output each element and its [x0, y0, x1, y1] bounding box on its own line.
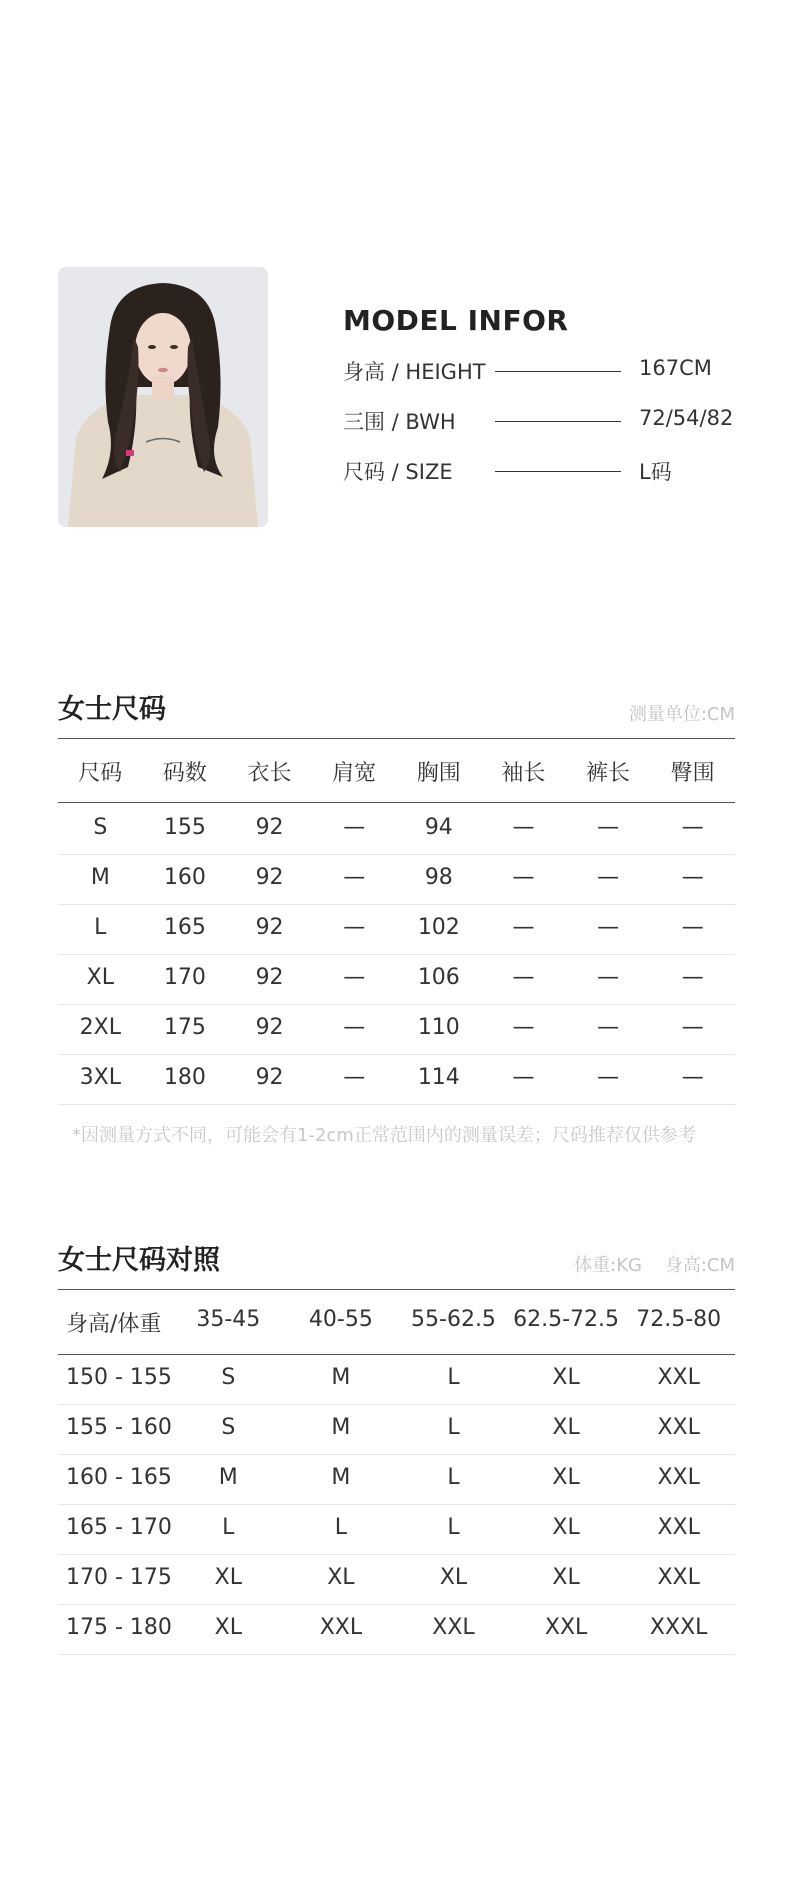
table-cell: 165: [163, 915, 206, 940]
table-cell: XXL: [657, 1465, 700, 1490]
row-divider: [58, 854, 735, 855]
table-row: [58, 1065, 735, 1090]
size-label: 尺码 / SIZE: [343, 460, 453, 484]
table-cell: —: [512, 915, 535, 940]
header-cell: 肩宽: [332, 761, 377, 786]
header-cell: 胸围: [416, 761, 461, 786]
row-divider: [58, 1004, 735, 1005]
size-chart-unit: 测量单位:CM: [628, 704, 735, 725]
table-row: [58, 1365, 735, 1390]
header-cell: 臀围: [670, 761, 715, 786]
table-top-rule: [58, 738, 735, 739]
table-cell: —: [512, 1065, 535, 1090]
table-cell: —: [343, 815, 366, 840]
table-cell: 92: [255, 1015, 284, 1040]
table-cell: 102: [417, 915, 460, 940]
table-cell: 155 - 160: [66, 1415, 172, 1440]
table-cell: 180: [163, 1065, 206, 1090]
table-cell: M: [331, 1465, 351, 1490]
table-cell: 170: [163, 965, 206, 990]
table-cell: XXL: [544, 1615, 588, 1640]
header-cell: 尺码: [78, 761, 123, 786]
header-cell: 码数: [162, 761, 207, 786]
table-cell: M: [331, 1415, 351, 1440]
table-cell: XL: [214, 1615, 242, 1640]
table-cell: 160: [163, 865, 206, 890]
table-cell: XL: [552, 1465, 580, 1490]
table-cell: L: [334, 1515, 348, 1540]
table-cell: —: [343, 1065, 366, 1090]
divider-line: [495, 421, 621, 422]
table-cell: XXL: [657, 1565, 700, 1590]
table-cell: 92: [255, 965, 284, 990]
table-cell: 160 - 165: [66, 1465, 172, 1490]
header-rule: [58, 1354, 735, 1355]
table-cell: —: [512, 1015, 535, 1040]
table-cell: S: [221, 1365, 236, 1390]
model-height-row: [343, 356, 743, 386]
table-row: [58, 1565, 735, 1590]
ref-chart-header: [58, 1307, 735, 1338]
table-cell: —: [343, 1015, 366, 1040]
table-cell: XL: [214, 1565, 242, 1590]
table-cell: —: [597, 965, 620, 990]
table-cell: —: [681, 1065, 704, 1090]
table-cell: 3XL: [79, 1065, 121, 1090]
table-cell: L: [447, 1365, 460, 1390]
table-cell: L: [94, 915, 107, 940]
table-cell: —: [681, 965, 704, 990]
model-info-title: MODEL INFOR: [343, 304, 569, 337]
row-divider: [58, 1554, 735, 1555]
table-cell: 175: [163, 1015, 206, 1040]
table-cell: —: [597, 1065, 620, 1090]
table-cell: XL: [552, 1565, 580, 1590]
row-divider: [58, 1454, 735, 1455]
height-value: 167CM: [639, 356, 712, 380]
header-cell: 袖长: [501, 761, 546, 786]
size-chart-header: [58, 756, 735, 787]
table-cell: L: [222, 1515, 235, 1540]
divider-line: [495, 471, 621, 472]
table-cell: —: [681, 815, 704, 840]
table-cell: 98: [424, 865, 453, 890]
table-cell: XXL: [657, 1415, 700, 1440]
table-cell: 150 - 155: [66, 1365, 172, 1390]
table-cell: S: [93, 815, 108, 840]
table-row: [58, 815, 735, 840]
table-cell: —: [597, 865, 620, 890]
table-cell: 155: [163, 815, 206, 840]
table-cell: L: [447, 1415, 460, 1440]
divider-line: [495, 371, 621, 372]
table-cell: 92: [255, 1065, 284, 1090]
table-cell: 92: [255, 865, 284, 890]
measurement-note: *因测量方式不同，可能会有1-2cm正常范围内的测量误差；尺码推荐仅供参考: [72, 1125, 696, 1146]
size-value: L码: [639, 460, 672, 484]
bwh-label: 三围 / BWH: [343, 410, 456, 434]
header-cell: 55-62.5: [411, 1307, 496, 1332]
table-cell: XXXL: [649, 1615, 708, 1640]
table-cell: —: [512, 815, 535, 840]
table-cell: XL: [327, 1565, 355, 1590]
table-cell: XL: [439, 1565, 468, 1590]
row-divider: [58, 954, 735, 955]
row-divider: [58, 1654, 735, 1655]
table-cell: L: [447, 1465, 460, 1490]
table-cell: —: [597, 1015, 620, 1040]
table-cell: XXL: [319, 1615, 363, 1640]
height-label: 身高 / HEIGHT: [343, 360, 486, 384]
table-row: [58, 965, 735, 990]
model-bwh-row: [343, 406, 743, 436]
ref-chart-title: 女士尺码对照: [58, 1245, 220, 1276]
table-cell: S: [221, 1415, 236, 1440]
ref-chart-unit: 体重:KG 身高:CM: [574, 1255, 735, 1276]
table-cell: XL: [552, 1415, 580, 1440]
table-row: [58, 915, 735, 940]
table-cell: 114: [417, 1065, 460, 1090]
table-row: [58, 865, 735, 890]
table-cell: —: [597, 915, 620, 940]
table-cell: —: [681, 1015, 704, 1040]
table-cell: 110: [417, 1015, 460, 1040]
table-row: [58, 1515, 735, 1540]
table-row: [58, 1415, 735, 1440]
table-cell: XXL: [432, 1615, 475, 1640]
table-cell: —: [681, 865, 704, 890]
table-cell: 165 - 170: [66, 1515, 172, 1540]
row-divider: [58, 1504, 735, 1505]
table-cell: 2XL: [79, 1015, 121, 1040]
row-divider: [58, 1404, 735, 1405]
row-divider: [58, 1604, 735, 1605]
model-size-row: [343, 456, 743, 486]
table-cell: 175 - 180: [66, 1615, 172, 1640]
header-cell: 62.5-72.5: [513, 1307, 620, 1332]
row-divider: [58, 1104, 735, 1105]
table-cell: 170 - 175: [66, 1565, 172, 1590]
table-cell: 92: [255, 815, 284, 840]
row-divider: [58, 904, 735, 905]
bwh-value: 72/54/82: [639, 406, 734, 430]
table-cell: 106: [417, 965, 460, 990]
size-chart-title: 女士尺码: [58, 694, 166, 725]
header-rule: [58, 802, 735, 803]
header-cell: 衣长: [247, 761, 292, 786]
table-cell: XXL: [657, 1365, 700, 1390]
table-cell: XXL: [657, 1515, 700, 1540]
table-cell: —: [512, 965, 535, 990]
table-cell: —: [343, 865, 366, 890]
table-top-rule: [58, 1289, 735, 1290]
header-cell: 35-45: [196, 1307, 261, 1332]
table-cell: XL: [86, 965, 114, 990]
table-row: [58, 1015, 735, 1040]
table-cell: —: [597, 815, 620, 840]
header-cell: 72.5-80: [636, 1307, 722, 1332]
header-cell: 身高/体重: [66, 1312, 162, 1337]
model-photo: [58, 267, 268, 527]
table-cell: 92: [255, 915, 284, 940]
row-divider: [58, 1054, 735, 1055]
table-cell: M: [90, 865, 110, 890]
table-cell: M: [218, 1465, 238, 1490]
header-cell: 裤长: [586, 761, 631, 786]
table-cell: XL: [552, 1515, 580, 1540]
table-cell: L: [447, 1515, 460, 1540]
table-cell: XL: [552, 1365, 580, 1390]
table-cell: M: [331, 1365, 351, 1390]
table-row: [58, 1615, 735, 1640]
table-cell: 94: [424, 815, 453, 840]
table-row: [58, 1465, 735, 1490]
table-cell: —: [681, 915, 704, 940]
table-cell: —: [343, 965, 366, 990]
header-cell: 40-55: [308, 1307, 373, 1332]
table-cell: —: [512, 865, 535, 890]
table-cell: —: [343, 915, 366, 940]
